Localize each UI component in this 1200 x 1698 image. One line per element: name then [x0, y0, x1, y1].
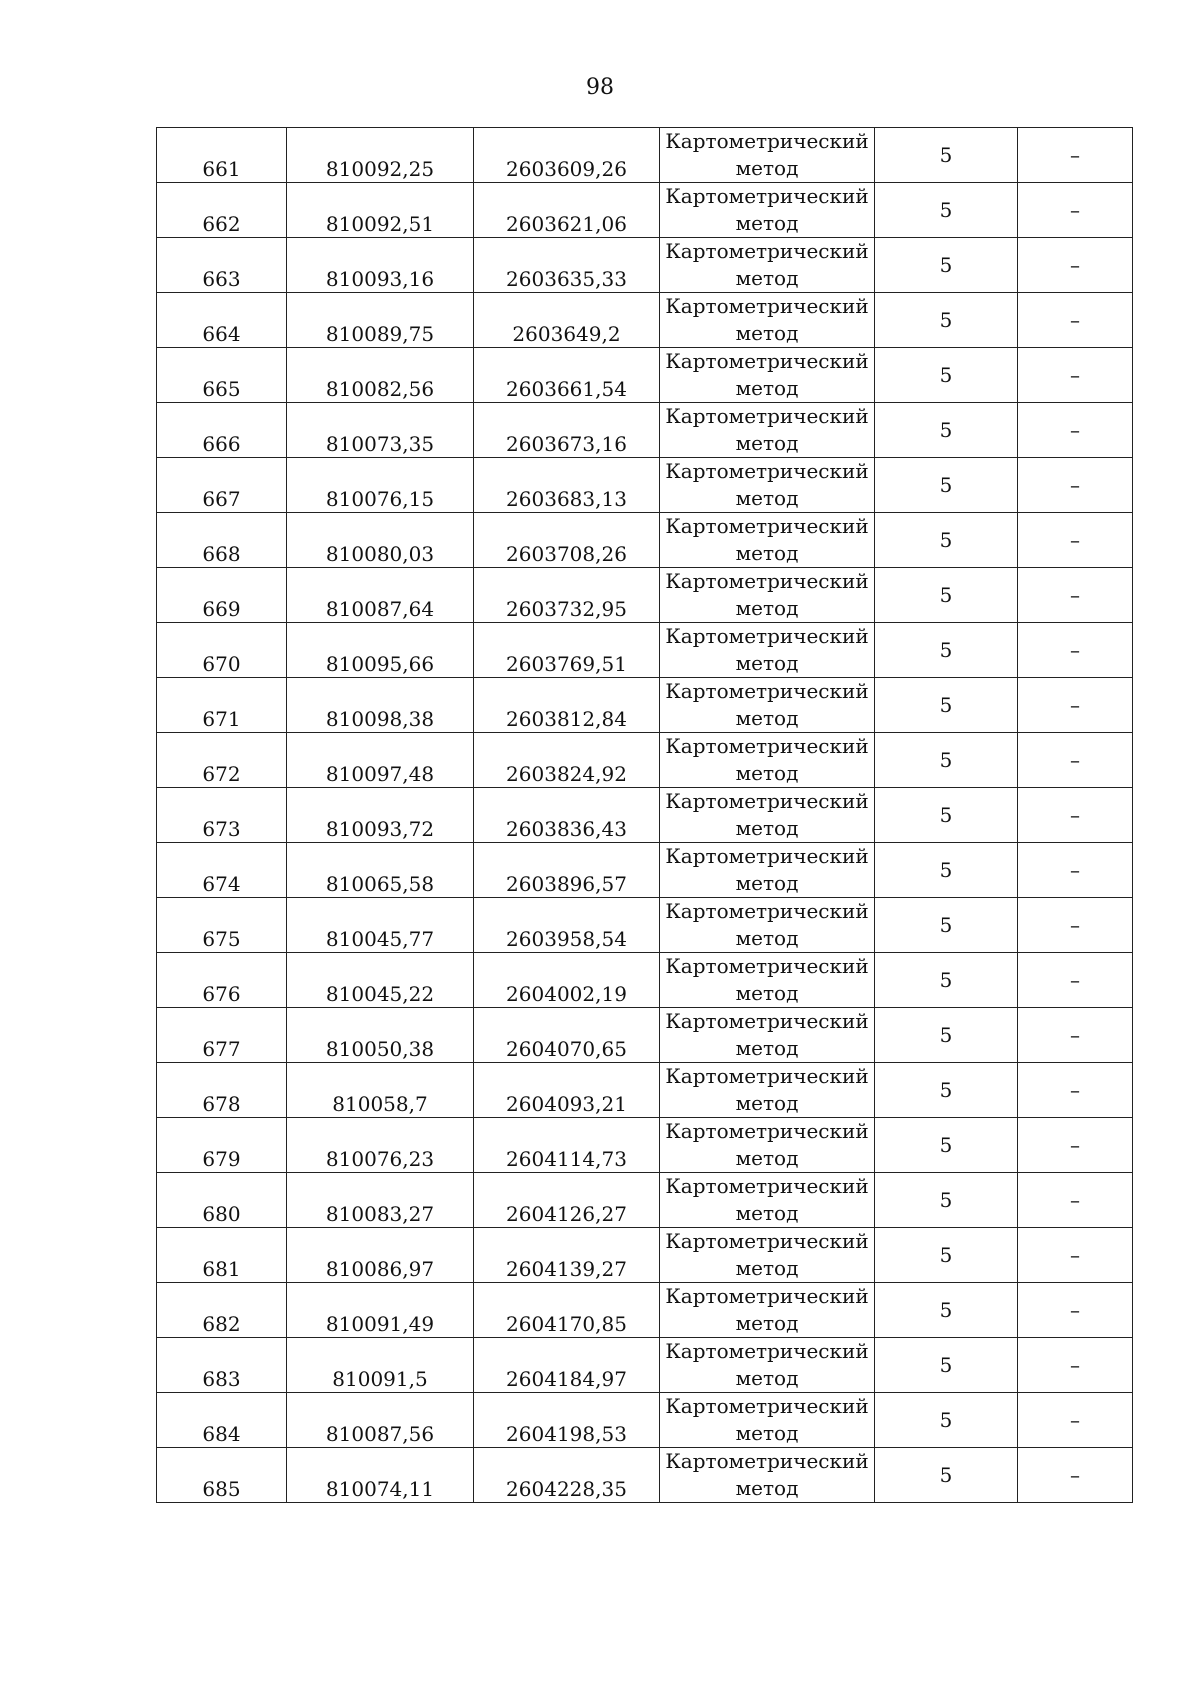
precision-cell: 5	[875, 788, 1018, 843]
table-row	[157, 898, 1133, 953]
point-number-cell: 684	[157, 1393, 287, 1448]
method-label-line2: метод	[735, 1256, 799, 1280]
table-row	[157, 568, 1133, 623]
precision-cell: 5	[875, 1118, 1018, 1173]
table-row	[157, 1283, 1133, 1338]
method-cell	[660, 898, 875, 953]
note-cell: –	[1018, 513, 1133, 568]
point-number-cell: 680	[157, 1173, 287, 1228]
method-cell	[660, 348, 875, 403]
table-row	[157, 733, 1133, 788]
coordinates-table	[156, 127, 1133, 1503]
precision-cell: 5	[875, 1283, 1018, 1338]
precision-cell: 5	[875, 568, 1018, 623]
y-coordinate-cell: 2603836,43	[474, 788, 660, 843]
method-label-line2: метод	[735, 706, 799, 730]
y-coordinate-cell: 2603635,33	[474, 238, 660, 293]
table-row	[157, 238, 1133, 293]
method-label-line2: метод	[735, 376, 799, 400]
method-label-line2: метод	[735, 1201, 799, 1225]
method-label-line2: метод	[735, 761, 799, 785]
note-cell: –	[1018, 293, 1133, 348]
note-cell: –	[1018, 1283, 1133, 1338]
y-coordinate-cell: 2604170,85	[474, 1283, 660, 1338]
x-coordinate-cell: 810086,97	[287, 1228, 474, 1283]
point-number-cell: 681	[157, 1228, 287, 1283]
note-cell: –	[1018, 953, 1133, 1008]
y-coordinate-cell: 2603683,13	[474, 458, 660, 513]
y-coordinate-cell: 2604228,35	[474, 1448, 660, 1503]
method-label-line2: метод	[735, 1421, 799, 1445]
point-number-cell: 664	[157, 293, 287, 348]
y-coordinate-cell: 2603661,54	[474, 348, 660, 403]
method-label-line1: Картометрический	[665, 624, 869, 648]
table-row	[157, 1393, 1133, 1448]
y-coordinate-cell: 2603824,92	[474, 733, 660, 788]
precision-cell: 5	[875, 1448, 1018, 1503]
method-label-line1: Картометрический	[665, 239, 869, 263]
method-label-line2: метод	[735, 926, 799, 950]
method-cell	[660, 623, 875, 678]
precision-cell: 5	[875, 403, 1018, 458]
method-label-line1: Картометрический	[665, 569, 869, 593]
x-coordinate-cell: 810076,23	[287, 1118, 474, 1173]
y-coordinate-cell: 2604184,97	[474, 1338, 660, 1393]
note-cell: –	[1018, 568, 1133, 623]
note-cell: –	[1018, 898, 1133, 953]
x-coordinate-cell: 810045,77	[287, 898, 474, 953]
method-label-line1: Картометрический	[665, 1284, 869, 1308]
note-cell: –	[1018, 623, 1133, 678]
table-row	[157, 513, 1133, 568]
point-number-cell: 668	[157, 513, 287, 568]
method-label-line1: Картометрический	[665, 459, 869, 483]
precision-cell: 5	[875, 513, 1018, 568]
method-label-line2: метод	[735, 1366, 799, 1390]
method-label-line1: Картометрический	[665, 1064, 869, 1088]
precision-cell: 5	[875, 1063, 1018, 1118]
x-coordinate-cell: 810050,38	[287, 1008, 474, 1063]
x-coordinate-cell: 810092,25	[287, 128, 474, 183]
x-coordinate-cell: 810093,72	[287, 788, 474, 843]
method-cell	[660, 733, 875, 788]
note-cell: –	[1018, 1338, 1133, 1393]
precision-cell: 5	[875, 1008, 1018, 1063]
method-cell	[660, 1063, 875, 1118]
point-number-cell: 676	[157, 953, 287, 1008]
method-label-line1: Картометрический	[665, 899, 869, 923]
x-coordinate-cell: 810089,75	[287, 293, 474, 348]
table-row	[157, 623, 1133, 678]
method-cell	[660, 953, 875, 1008]
precision-cell: 5	[875, 1228, 1018, 1283]
y-coordinate-cell: 2603621,06	[474, 183, 660, 238]
x-coordinate-cell: 810092,51	[287, 183, 474, 238]
method-cell	[660, 238, 875, 293]
page-number: 98	[586, 75, 614, 100]
precision-cell: 5	[875, 1173, 1018, 1228]
precision-cell: 5	[875, 623, 1018, 678]
method-cell	[660, 128, 875, 183]
precision-cell: 5	[875, 953, 1018, 1008]
note-cell: –	[1018, 403, 1133, 458]
y-coordinate-cell: 2603812,84	[474, 678, 660, 733]
table-row	[157, 1448, 1133, 1503]
table-row	[157, 348, 1133, 403]
method-cell	[660, 513, 875, 568]
point-number-cell: 663	[157, 238, 287, 293]
table-row	[157, 458, 1133, 513]
table-row	[157, 953, 1133, 1008]
method-label-line1: Картометрический	[665, 1339, 869, 1363]
y-coordinate-cell: 2604198,53	[474, 1393, 660, 1448]
note-cell: –	[1018, 1393, 1133, 1448]
precision-cell: 5	[875, 898, 1018, 953]
x-coordinate-cell: 810098,38	[287, 678, 474, 733]
method-cell	[660, 568, 875, 623]
method-label-line2: метод	[735, 266, 799, 290]
point-number-cell: 682	[157, 1283, 287, 1338]
method-cell	[660, 1228, 875, 1283]
x-coordinate-cell: 810076,15	[287, 458, 474, 513]
y-coordinate-cell: 2604093,21	[474, 1063, 660, 1118]
table-row	[157, 128, 1133, 183]
point-number-cell: 675	[157, 898, 287, 953]
method-label-line1: Картометрический	[665, 184, 869, 208]
method-cell	[660, 458, 875, 513]
method-cell	[660, 1008, 875, 1063]
method-label-line1: Картометрический	[665, 1174, 869, 1198]
method-label-line1: Картометрический	[665, 734, 869, 758]
method-label-line2: метод	[735, 321, 799, 345]
x-coordinate-cell: 810082,56	[287, 348, 474, 403]
point-number-cell: 665	[157, 348, 287, 403]
method-cell	[660, 293, 875, 348]
method-cell	[660, 403, 875, 458]
method-label-line2: метод	[735, 431, 799, 455]
method-label-line1: Картометрический	[665, 789, 869, 813]
method-label-line1: Картометрический	[665, 1394, 869, 1418]
method-cell	[660, 678, 875, 733]
method-label-line1: Картометрический	[665, 1229, 869, 1253]
note-cell: –	[1018, 1173, 1133, 1228]
table-row	[157, 293, 1133, 348]
point-number-cell: 678	[157, 1063, 287, 1118]
point-number-cell: 670	[157, 623, 287, 678]
method-label-line2: метод	[735, 871, 799, 895]
table-row	[157, 1173, 1133, 1228]
y-coordinate-cell: 2604114,73	[474, 1118, 660, 1173]
point-number-cell: 679	[157, 1118, 287, 1173]
point-number-cell: 677	[157, 1008, 287, 1063]
method-cell	[660, 1393, 875, 1448]
method-label-line2: метод	[735, 1146, 799, 1170]
table-row	[157, 1008, 1133, 1063]
method-label-line1: Картометрический	[665, 294, 869, 318]
point-number-cell: 671	[157, 678, 287, 733]
method-label-line1: Картометрический	[665, 1449, 869, 1473]
table-row	[157, 1118, 1133, 1173]
x-coordinate-cell: 810083,27	[287, 1173, 474, 1228]
method-label-line2: метод	[735, 1091, 799, 1115]
method-label-line2: метод	[735, 486, 799, 510]
method-cell	[660, 1118, 875, 1173]
point-number-cell: 669	[157, 568, 287, 623]
y-coordinate-cell: 2603958,54	[474, 898, 660, 953]
x-coordinate-cell: 810065,58	[287, 843, 474, 898]
precision-cell: 5	[875, 293, 1018, 348]
table-row	[157, 788, 1133, 843]
note-cell: –	[1018, 1063, 1133, 1118]
point-number-cell: 683	[157, 1338, 287, 1393]
method-label-line1: Картометрический	[665, 349, 869, 373]
method-cell	[660, 1283, 875, 1338]
table-row	[157, 678, 1133, 733]
note-cell: –	[1018, 788, 1133, 843]
table-row	[157, 1228, 1133, 1283]
method-label-line2: метод	[735, 1036, 799, 1060]
method-cell	[660, 843, 875, 898]
x-coordinate-cell: 810045,22	[287, 953, 474, 1008]
method-label-line2: метод	[735, 981, 799, 1005]
table-row	[157, 403, 1133, 458]
x-coordinate-cell: 810091,5	[287, 1338, 474, 1393]
method-cell	[660, 1173, 875, 1228]
x-coordinate-cell: 810097,48	[287, 733, 474, 788]
y-coordinate-cell: 2603649,2	[474, 293, 660, 348]
point-number-cell: 674	[157, 843, 287, 898]
x-coordinate-cell: 810073,35	[287, 403, 474, 458]
y-coordinate-cell: 2603732,95	[474, 568, 660, 623]
y-coordinate-cell: 2603769,51	[474, 623, 660, 678]
point-number-cell: 666	[157, 403, 287, 458]
note-cell: –	[1018, 128, 1133, 183]
note-cell: –	[1018, 1228, 1133, 1283]
point-number-cell: 685	[157, 1448, 287, 1503]
x-coordinate-cell: 810087,64	[287, 568, 474, 623]
method-label-line1: Картометрический	[665, 844, 869, 868]
x-coordinate-cell: 810074,11	[287, 1448, 474, 1503]
y-coordinate-cell: 2603673,16	[474, 403, 660, 458]
coordinates-table-body	[157, 128, 1133, 1503]
method-label-line2: метод	[735, 1311, 799, 1335]
note-cell: –	[1018, 348, 1133, 403]
table-row	[157, 1338, 1133, 1393]
point-number-cell: 661	[157, 128, 287, 183]
method-label-line2: метод	[735, 816, 799, 840]
method-label-line2: метод	[735, 596, 799, 620]
x-coordinate-cell: 810095,66	[287, 623, 474, 678]
method-label-line2: метод	[735, 156, 799, 180]
note-cell: –	[1018, 1448, 1133, 1503]
table-row	[157, 1063, 1133, 1118]
y-coordinate-cell: 2604139,27	[474, 1228, 660, 1283]
note-cell: –	[1018, 238, 1133, 293]
x-coordinate-cell: 810091,49	[287, 1283, 474, 1338]
table-row	[157, 843, 1133, 898]
method-label-line2: метод	[735, 1476, 799, 1500]
x-coordinate-cell: 810058,7	[287, 1063, 474, 1118]
method-label-line1: Картометрический	[665, 514, 869, 538]
precision-cell: 5	[875, 348, 1018, 403]
point-number-cell: 672	[157, 733, 287, 788]
precision-cell: 5	[875, 678, 1018, 733]
y-coordinate-cell: 2604070,65	[474, 1008, 660, 1063]
precision-cell: 5	[875, 733, 1018, 788]
method-cell	[660, 1448, 875, 1503]
precision-cell: 5	[875, 183, 1018, 238]
x-coordinate-cell: 810080,03	[287, 513, 474, 568]
precision-cell: 5	[875, 238, 1018, 293]
point-number-cell: 667	[157, 458, 287, 513]
y-coordinate-cell: 2603896,57	[474, 843, 660, 898]
note-cell: –	[1018, 1118, 1133, 1173]
method-label-line1: Картометрический	[665, 404, 869, 428]
y-coordinate-cell: 2603708,26	[474, 513, 660, 568]
x-coordinate-cell: 810093,16	[287, 238, 474, 293]
note-cell: –	[1018, 458, 1133, 513]
note-cell: –	[1018, 733, 1133, 788]
point-number-cell: 662	[157, 183, 287, 238]
note-cell: –	[1018, 843, 1133, 898]
precision-cell: 5	[875, 1338, 1018, 1393]
method-label-line1: Картометрический	[665, 954, 869, 978]
method-label-line1: Картометрический	[665, 1009, 869, 1033]
point-number-cell: 673	[157, 788, 287, 843]
precision-cell: 5	[875, 458, 1018, 513]
note-cell: –	[1018, 1008, 1133, 1063]
note-cell: –	[1018, 678, 1133, 733]
x-coordinate-cell: 810087,56	[287, 1393, 474, 1448]
method-label-line2: метод	[735, 541, 799, 565]
method-label-line1: Картометрический	[665, 129, 869, 153]
method-cell	[660, 788, 875, 843]
precision-cell: 5	[875, 128, 1018, 183]
y-coordinate-cell: 2604126,27	[474, 1173, 660, 1228]
y-coordinate-cell: 2603609,26	[474, 128, 660, 183]
method-label-line1: Картометрический	[665, 1119, 869, 1143]
method-cell	[660, 1338, 875, 1393]
method-label-line2: метод	[735, 211, 799, 235]
table-row	[157, 183, 1133, 238]
method-label-line1: Картометрический	[665, 679, 869, 703]
method-cell	[660, 183, 875, 238]
method-label-line2: метод	[735, 651, 799, 675]
precision-cell: 5	[875, 843, 1018, 898]
note-cell: –	[1018, 183, 1133, 238]
precision-cell: 5	[875, 1393, 1018, 1448]
y-coordinate-cell: 2604002,19	[474, 953, 660, 1008]
